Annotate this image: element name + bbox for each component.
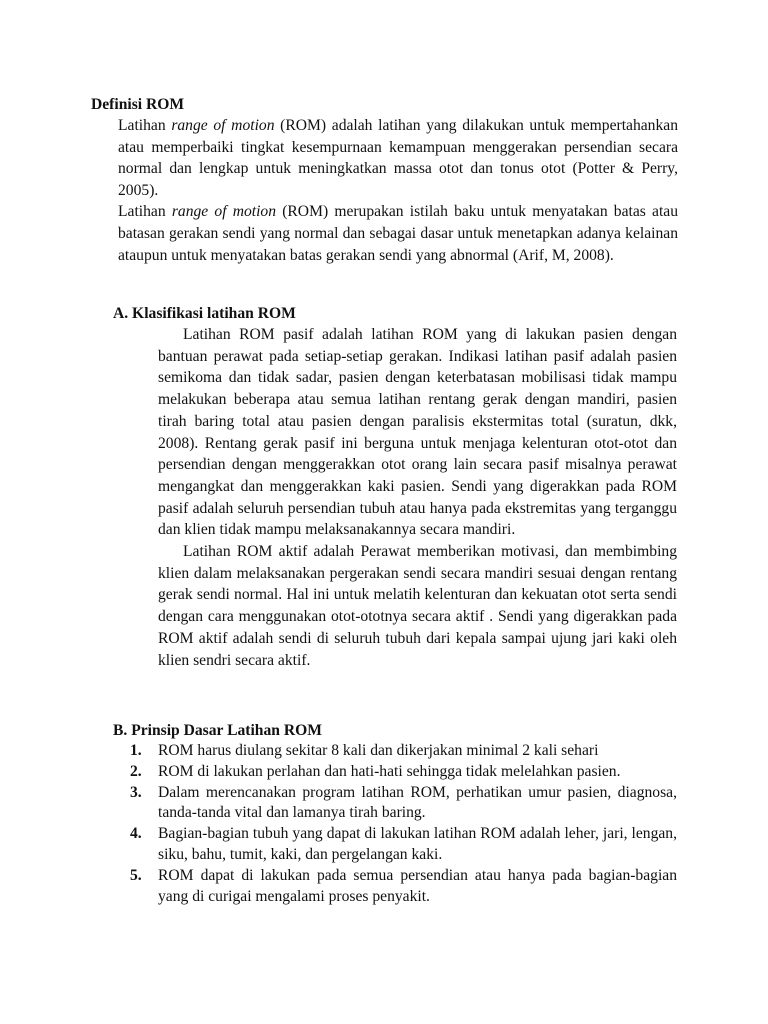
section-a-paragraph-aktif: Latihan ROM aktif adalah Perawat memberikan motivasi, dan membimbing klien dalam melaksanakan pergerakan sendi secara mandiri sesuai dengan rentang gerak sendi normal. Hal ini untuk melatih kelenturan dan kekuatan otot serta sendi dengan cara menggunakan otot-ototnya secara aktif . Sendi yang digerakkan pada ROM aktif adalah sendi di seluruh tubuh dari kepala sampai ujung jari kaki oleh klien sendri secara aktif.: [158, 543, 677, 669]
intro-paragraph-1: [118, 115, 678, 201]
principles-list: [130, 741, 677, 907]
section-a-body: [158, 324, 677, 671]
intro-paragraph-1-rest: (ROM) adalah latihan yang dilakukan untuk mempertahankan atau memperbaiki tingkat kesempurnaan kemampuan menggerakan persendian secara normal dan lengkap untuk meningkatkan massa otot dan tonus otot (Potter & Perry, 2005).: [118, 117, 678, 199]
intro-section: [118, 115, 678, 266]
intro-paragraph-1-italic-term: range of motion: [171, 117, 275, 134]
section-a-paragraph-pasif: Latihan ROM pasif adalah latihan ROM yang di lakukan pasien dengan bantuan perawat pada setiap-setiap gerakan. Indikasi latihan pasif adalah pasien semikoma dan tidak sadar, pasien dengan keterbatasan mobilisasi tidak mampu melakukan beberapa atau semua latihan rentang gerak dengan mandiri, pasien tirah baring total atau pasien dengan paralisis ekstermitas total (suratun, dkk, 2008). Rentang gerak pasif ini berguna untuk menjaga kelenturan otot-otot dan persendian dengan menggerakkan otot orang lain secara pasif misalnya perawat mengangkat dan menggerakkan kaki pasien. Sendi yang digerakkan pada ROM pasif adalah seluruh persendian tubuh atau hanya pada ekstremitas yang terganggu dan klien tidak mampu melaksanakannya secara mandiri.: [158, 326, 677, 539]
section-a-heading: A. Klasifikasi latihan ROM: [113, 305, 296, 322]
list-item-text: ROM dapat di lakukan pada semua persendian atau hanya pada bagian-bagian yang di curigai mengalami proses penyakit.: [158, 866, 677, 905]
list-item-number: 3.: [130, 783, 142, 801]
list-item-number: 5.: [130, 866, 142, 884]
list-item-number: 4.: [130, 825, 142, 843]
list-item-number: 1.: [130, 742, 142, 759]
list-item-text: ROM di lakukan perlahan dan hati-hati sehingga tidak melelahkan pasien.: [158, 762, 621, 780]
list-item-text: ROM harus diulang sekitar 8 kali dan dikerjakan minimal 2 kali sehari: [158, 742, 599, 759]
list-item: [130, 741, 677, 762]
intro-paragraph-2-rest: (ROM) merupakan istilah baku untuk menyatakan batas atau batasan gerakan sendi yang normal dan sebagai dasar untuk menetapkan adanya kelainan ataupun untuk menyatakan batas gerakan sendi yang abnormal (Arif, M, 2008).: [118, 203, 679, 264]
list-item: [130, 783, 677, 825]
list-item: [130, 762, 677, 783]
page-title: Definisi ROM: [91, 96, 185, 113]
section-b-heading: B. Prinsip Dasar Latihan ROM: [113, 722, 322, 739]
intro-paragraph-1-start: Latihan: [118, 117, 172, 134]
intro-paragraph-2-italic-term: range of motion: [171, 203, 277, 221]
intro-paragraph-2: [118, 201, 678, 266]
list-item-text: Dalam merencanakan program latihan ROM, perhatikan umur pasien, diagnosa, tanda-tanda vital dan lamanya tirah baring.: [158, 783, 677, 822]
list-item: [130, 866, 677, 908]
list-item-number: 2.: [130, 762, 142, 780]
intro-paragraph-2-start: Latihan: [118, 203, 172, 221]
list-item-text: Bagian-bagian tubuh yang dapat di lakukan latihan ROM adalah leher, jari, lengan, siku, bahu, tumit, kaki, dan pergelangan kaki.: [158, 825, 677, 863]
list-item: [130, 824, 677, 866]
